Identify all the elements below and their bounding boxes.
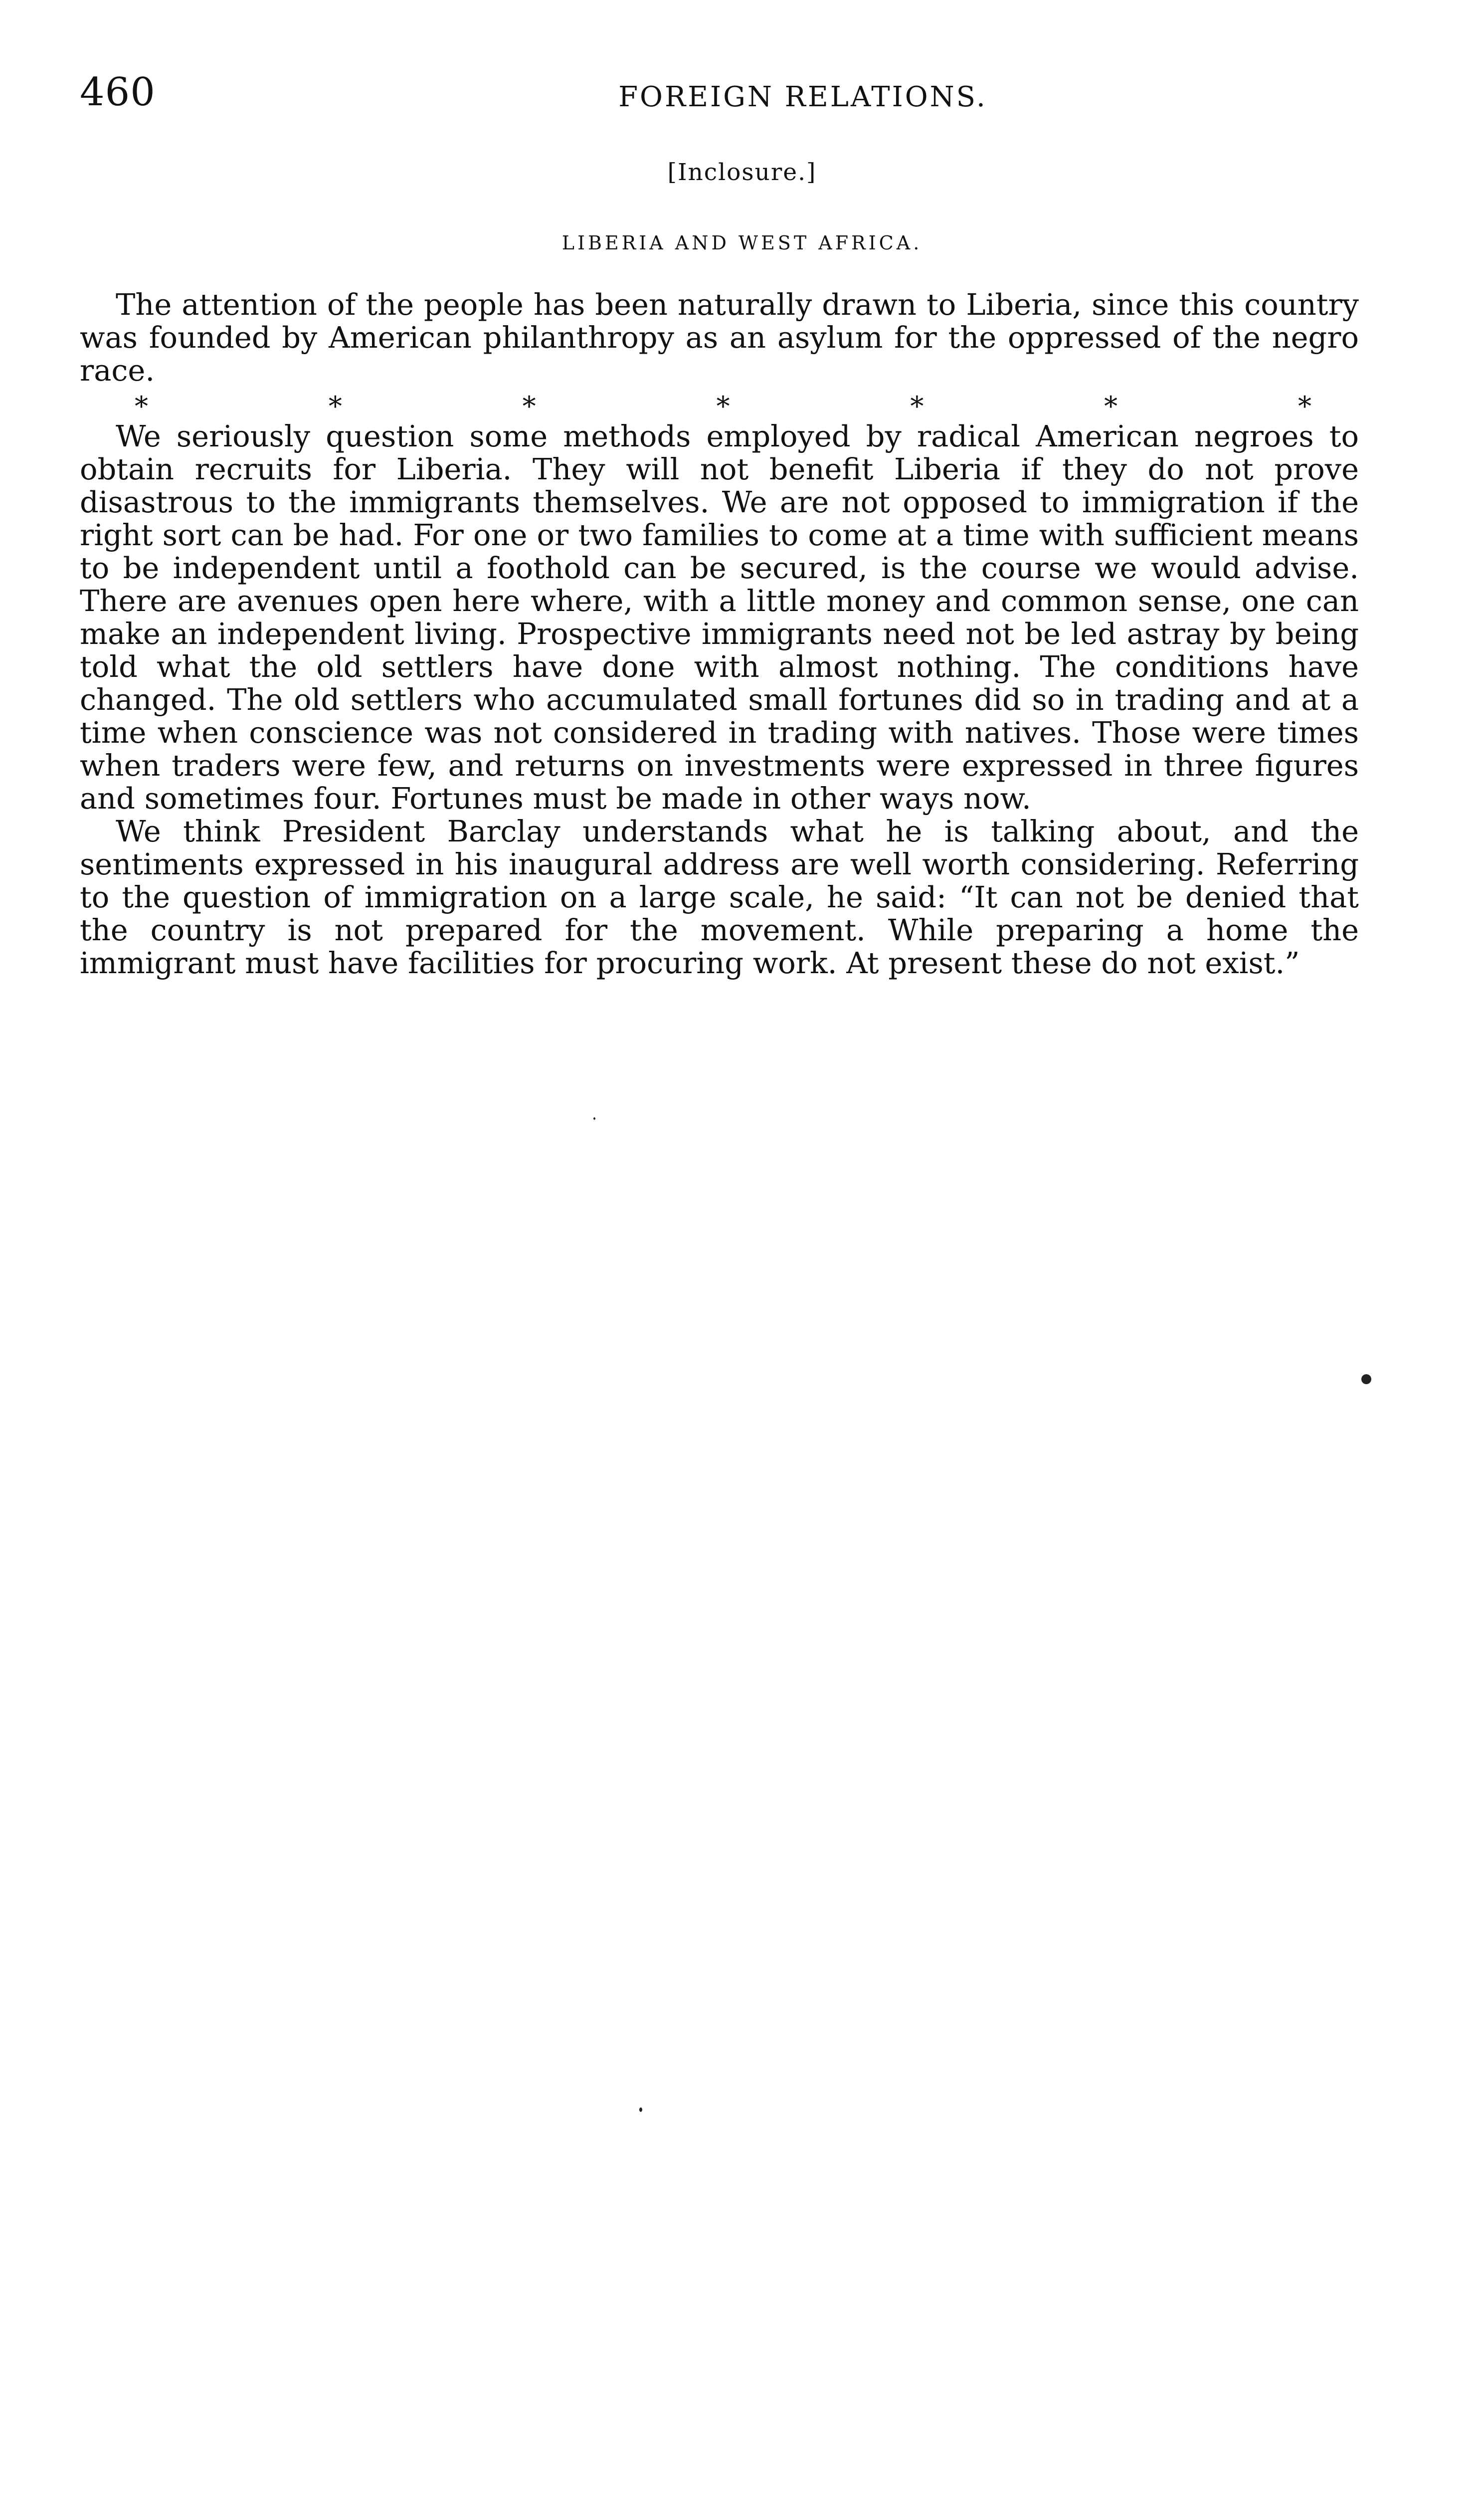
running-head: FOREIGN RELATIONS. [618, 81, 987, 113]
asterisk: * [1298, 391, 1311, 422]
scan-speck [1361, 1374, 1371, 1384]
paragraph-1: The attention of the people has been naturally drawn to Liberia, since this country was founded by American philanthropy as an asylum for the oppressed of the negro race. [80, 287, 1359, 388]
scan-speck [639, 2107, 642, 2112]
page-number: 460 [80, 70, 156, 115]
asterisk: * [716, 391, 730, 422]
paragraph-2: We seriously question some methods employed by radical American negroes to obtain recruits for Liberia. They will not benefit Liberia if they do not prove disastrous to the immigrants themselves. We are not opposed to immigration if the right sort can be had. For one or two families to come at a time with sufficient means to be independent until a foothold can be secured, is the course we would advise. There are avenues open here where, with a little money and common sense, one can make an independent living. Prospective immigrants need not be led astray by being told what the old settlers have done with almost nothing. The conditions have changed. The old settlers who accumulated small fortunes did so in trading and at a time when conscience was not considered in trading with natives. Those were times when traders were few, and returns on investments were expressed in three figures and sometimes four. Fortunes must be made in other ways now. [80, 419, 1359, 816]
page-header [80, 70, 1376, 130]
ellipsis-asterisks [80, 387, 1359, 420]
inclosure-label: [Inclosure.] [667, 159, 817, 186]
section-title: LIBERIA AND WEST AFRICA. [561, 232, 923, 254]
asterisk: * [1104, 391, 1118, 422]
asterisk: * [135, 391, 148, 422]
asterisk: * [910, 391, 924, 422]
scan-speck [593, 1117, 595, 1120]
asterisk: * [328, 391, 342, 422]
paragraph-3: We think President Barclay understands what he is talking about, and the sentiments expressed in his inaugural address are well worth considering. Referring to the question of immigration on a large scale, he said: “It can not be denied that the country is not prepared for the movement. While preparing a home the immigrant must have facilities for procuring work. At present these do not exist.” [80, 814, 1359, 980]
body-text [80, 288, 1359, 980]
asterisk: * [522, 391, 536, 422]
